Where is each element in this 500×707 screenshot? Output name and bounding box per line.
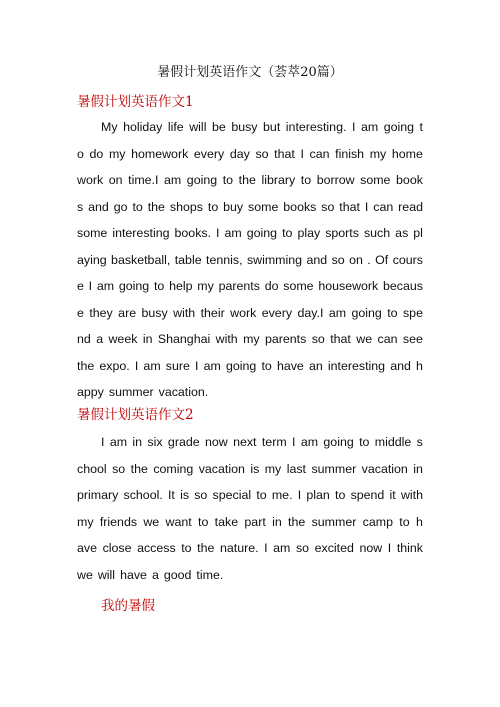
word: day [229, 146, 250, 161]
word: swimming [246, 252, 303, 267]
word: they [89, 305, 113, 320]
word: we [77, 567, 93, 582]
section-heading-3: 我的暑假 [101, 598, 155, 614]
word: so [255, 146, 269, 161]
word: summer [311, 514, 357, 529]
word: holiday [123, 120, 163, 134]
word: as [395, 226, 409, 240]
paragraph-line [77, 326, 423, 353]
word: such [363, 226, 391, 240]
word: the [197, 541, 215, 555]
word: part [244, 514, 266, 529]
word: ave [77, 541, 97, 555]
word: six [147, 435, 163, 449]
word: in [413, 461, 423, 476]
word: the [77, 358, 95, 373]
word: chool [77, 461, 107, 476]
word: do [89, 146, 104, 161]
word: to [207, 199, 219, 214]
word: am [273, 541, 291, 555]
word: . [367, 252, 371, 267]
word: read [398, 199, 423, 214]
word: library [261, 173, 296, 187]
word: e [77, 279, 84, 293]
paragraph-line [77, 456, 423, 483]
word: is [180, 488, 190, 502]
word: every [261, 305, 293, 320]
word: parents [264, 332, 307, 346]
word: nd [77, 332, 91, 346]
essay-paragraph-2 [77, 429, 423, 588]
word: be [211, 120, 226, 134]
word: to [181, 541, 192, 555]
essay-paragraph-1 [77, 114, 423, 406]
word: buy [223, 199, 244, 214]
word: to [399, 514, 410, 529]
word: is [250, 461, 260, 476]
word: special [212, 488, 252, 502]
word: am [300, 435, 319, 449]
word: that [339, 199, 360, 214]
paragraph-line [77, 562, 423, 589]
word: a [96, 332, 104, 346]
word: that [330, 332, 351, 346]
word: next [233, 435, 257, 449]
word: I [351, 120, 356, 134]
word: to [198, 514, 209, 529]
word: think [396, 541, 423, 555]
word: to [256, 488, 267, 502]
word: vacation. [158, 385, 209, 399]
word: going [383, 120, 415, 134]
word: we [356, 332, 373, 346]
word: it [389, 488, 396, 502]
word: to [282, 226, 293, 240]
word: borrow [316, 173, 355, 187]
word: day.I [297, 305, 324, 320]
word: primary [77, 488, 119, 502]
word: I [300, 146, 304, 161]
word: going [225, 358, 257, 373]
word: and [88, 199, 109, 214]
word: vacation [361, 461, 408, 476]
word: close [102, 541, 132, 555]
word: am [224, 226, 242, 240]
word: interesting [112, 226, 170, 240]
word: I [387, 541, 392, 555]
word: but [263, 120, 281, 134]
word: with [173, 305, 196, 320]
word: book [396, 173, 423, 187]
word: coming [153, 461, 194, 476]
word: tennis, [206, 252, 243, 267]
word: now [359, 541, 383, 555]
word: s [77, 199, 84, 214]
word: some [248, 199, 279, 214]
word: a [151, 567, 159, 582]
word: my [264, 461, 282, 476]
word: my [77, 514, 94, 529]
word: am [203, 358, 221, 373]
word: time.I [128, 173, 159, 187]
word: I [101, 435, 105, 449]
section-heading-1: 暑假计划英语作文1 [77, 94, 194, 110]
word: last [286, 461, 307, 476]
word: I [195, 358, 199, 373]
word: will [189, 120, 207, 134]
paragraph-line [77, 220, 423, 247]
word: I [297, 488, 302, 502]
word: in [142, 332, 153, 346]
word: friends [99, 514, 138, 529]
word: on [349, 252, 363, 267]
word: so [311, 332, 325, 346]
word: going [323, 435, 354, 449]
word: going [186, 173, 218, 187]
word: going [351, 305, 382, 320]
word: nature. [219, 541, 259, 555]
word: some [77, 226, 108, 240]
word: middle [374, 435, 412, 449]
word: going [246, 226, 278, 240]
word: my [197, 279, 214, 293]
word: and [306, 252, 328, 267]
word: some [360, 173, 391, 187]
word: with [400, 488, 423, 502]
word: books [283, 199, 317, 214]
word: my [243, 332, 260, 346]
word: cours [392, 252, 423, 267]
word: housework [318, 279, 379, 293]
word: can [309, 146, 330, 161]
word: life [167, 120, 184, 134]
word: the [288, 514, 306, 529]
paragraph-line [77, 535, 423, 562]
word: becaus [383, 279, 423, 293]
word: interesting. [285, 120, 347, 134]
word: I [364, 199, 369, 214]
word: work [230, 305, 257, 320]
word: access [137, 541, 176, 555]
word: grade [167, 435, 200, 449]
word: now [204, 435, 228, 449]
paragraph-line [77, 167, 423, 194]
word: my [369, 146, 387, 161]
word: interesting [327, 358, 386, 373]
word: am [328, 305, 347, 320]
word: busy [141, 305, 168, 320]
word: so [331, 252, 345, 267]
word: time. [196, 567, 224, 582]
word: play [297, 226, 321, 240]
word: sports [325, 226, 359, 240]
word: finish [335, 146, 365, 161]
word: My [101, 120, 118, 134]
word: we [143, 514, 160, 529]
word: plan [306, 488, 330, 502]
word: It [167, 488, 175, 502]
word: appy [77, 385, 104, 399]
word: will [97, 567, 116, 582]
word: expo. [99, 358, 130, 373]
word: are [118, 305, 137, 320]
word: am [143, 358, 161, 373]
word: Shanghai [157, 332, 211, 346]
word: to [153, 279, 165, 293]
word: to [132, 199, 143, 214]
word: week [108, 332, 138, 346]
paragraph-line [77, 353, 423, 380]
word: I [264, 541, 268, 555]
word: the [238, 173, 256, 187]
word: am [109, 435, 128, 449]
word: I [88, 279, 93, 293]
paragraph-line [77, 194, 423, 221]
paragraph-line [77, 509, 423, 536]
word: have [276, 358, 304, 373]
word: me. [271, 488, 293, 502]
word: so [295, 541, 310, 555]
word: can [373, 199, 394, 214]
word: I [134, 358, 139, 373]
word: every [193, 146, 225, 161]
word: to [335, 488, 346, 502]
word: my [108, 146, 126, 161]
word: the [130, 461, 148, 476]
word: am [360, 120, 379, 134]
word: the [147, 199, 165, 214]
word: t [419, 120, 423, 134]
word: parents [218, 279, 260, 293]
word: and [390, 358, 411, 373]
word: so [194, 488, 208, 502]
word: busy [231, 120, 258, 134]
word: going [118, 279, 150, 293]
word: with [215, 332, 238, 346]
word: to [359, 435, 370, 449]
paragraph-line [77, 300, 423, 327]
word: I [292, 435, 296, 449]
word: good [163, 567, 192, 582]
word: spend [350, 488, 385, 502]
word: Of [375, 252, 389, 267]
paragraph-line [77, 379, 423, 406]
word: have [120, 567, 147, 582]
word: to [261, 358, 272, 373]
word: basketball, [111, 252, 171, 267]
word: h [415, 514, 423, 529]
word: term [261, 435, 287, 449]
word: e [77, 305, 84, 320]
word: I [216, 226, 220, 240]
word: homework [131, 146, 189, 161]
word: aying [77, 252, 107, 267]
word: work [77, 173, 104, 187]
word: o [77, 146, 84, 161]
word: home [391, 146, 423, 161]
word: can [377, 332, 398, 346]
word: am [96, 279, 115, 293]
word: go [113, 199, 128, 214]
paragraph-line [77, 141, 423, 168]
word: summer [311, 461, 357, 476]
word: take [214, 514, 239, 529]
word: see [402, 332, 423, 346]
word: in [132, 435, 143, 449]
paragraph-line [77, 114, 423, 141]
word: h [416, 358, 423, 373]
word: vacation [198, 461, 245, 476]
word: sure [165, 358, 190, 373]
word: in [272, 514, 282, 529]
word: that [274, 146, 295, 161]
word: s [416, 435, 423, 449]
word: an [308, 358, 323, 373]
word: pl [413, 226, 423, 240]
paragraph-line [77, 482, 423, 509]
word: excited [314, 541, 354, 555]
word: so [321, 199, 335, 214]
word: some [283, 279, 314, 293]
word: table [174, 252, 202, 267]
word: summer [108, 385, 154, 399]
word: books. [174, 226, 212, 240]
word: to [222, 173, 234, 187]
section-heading-2: 暑假计划英语作文2 [77, 407, 194, 423]
word: so [112, 461, 126, 476]
word: help [169, 279, 193, 293]
word: camp [362, 514, 393, 529]
word: spe [402, 305, 423, 320]
word: do [264, 279, 279, 293]
word: shops [169, 199, 203, 214]
word: to [300, 173, 312, 187]
word: school. [123, 488, 163, 502]
word: am [164, 173, 182, 187]
paragraph-line [77, 273, 423, 300]
paragraph-line [77, 247, 423, 274]
word: their [200, 305, 225, 320]
word: to [387, 305, 398, 320]
word: want [165, 514, 192, 529]
word: on [108, 173, 123, 187]
document-title: 暑假计划英语作文（荟萃20篇） [157, 65, 343, 80]
paragraph-line [77, 429, 423, 456]
